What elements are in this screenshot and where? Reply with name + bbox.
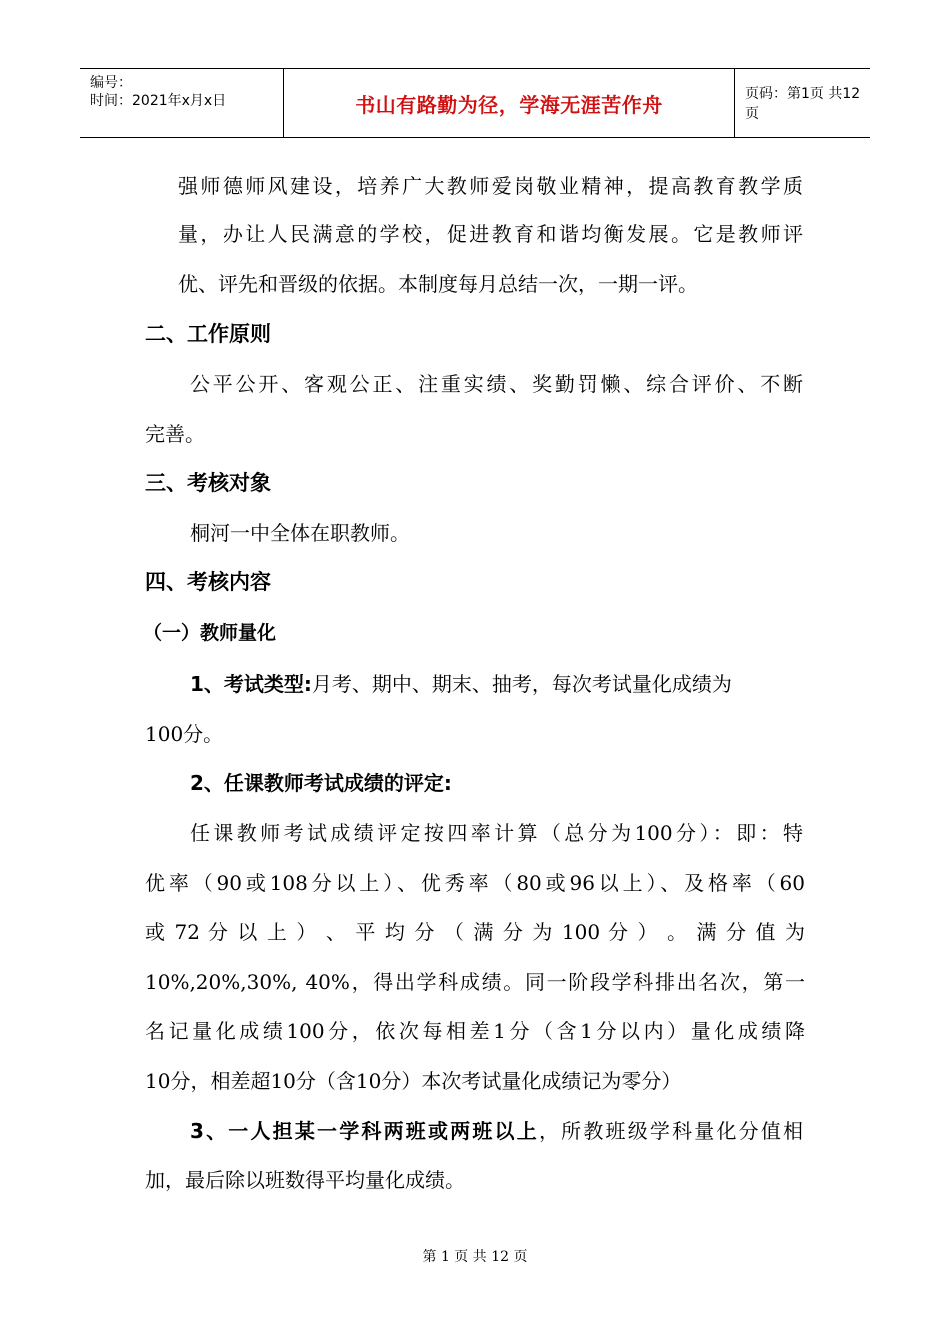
page-header (80, 68, 870, 138)
page-info-text: 页码：第1页 共12页 (745, 86, 861, 122)
paragraph-line: 任课教师考试成绩评定按四率计算（总分为100分）：即：特 (190, 821, 803, 845)
paragraph-line: 优率（90或108分以上）、优秀率（80或96以上）、及格率（60 (145, 871, 805, 895)
section-heading: 二、工作原则 (145, 322, 271, 346)
paragraph-line: 优、评先和晋级的依据。本制度每月总结一次，一期一评。 (178, 272, 698, 296)
paragraph-line: 或 72 分 以 上 ） 、 平 均 分 （ 满 分 为 100 分 ） 。 满 分 值 为 (145, 920, 805, 944)
page-footer: 第 1 页 共 12 页 (422, 1249, 528, 1265)
header-page-info (735, 69, 870, 137)
section-heading: 四、考核内容 (145, 570, 271, 594)
paragraph-line: 强师德师风建设，培养广大教师爱岗敬业精神，提高教育教学质 (178, 174, 803, 198)
motto-text: 书山有路勤为径，学海无涯苦作舟 (355, 92, 663, 117)
paragraph-line: 量，办让人民满意的学校，促进教育和谐均衡发展。它是教师评 (178, 222, 803, 246)
section-heading: 三、考核对象 (145, 471, 271, 495)
subsection-heading: （一）教师量化 (143, 622, 277, 644)
paragraph-line: 公平公开、客观公正、注重实绩、奖勤罚懒、综合评价、不断 (190, 372, 803, 396)
paragraph-line: 10分，相差超10分（含10分）本次考试量化成绩记为零分） (145, 1069, 682, 1093)
paragraph-line: 加，最后除以班数得平均量化成绩。 (145, 1168, 465, 1192)
numbered-item (190, 670, 850, 698)
item-label: 1、考试类型: (190, 672, 312, 696)
number-label: 编号： (90, 75, 132, 91)
paragraph-line: 10%,20%,30%, 40%，得出学科成绩。同一阶段学科排出名次，第一 (145, 970, 805, 994)
paragraph-line: 桐河一中全体在职教师。 (190, 521, 410, 545)
paragraph-line: 100分。 (145, 722, 224, 746)
numbered-item-heading: 2、任课教师考试成绩的评定: (190, 771, 452, 795)
numbered-item (190, 1117, 803, 1145)
item-text: 月考、期中、期末、抽考，每次考试量化成绩为 (311, 672, 732, 696)
item-text: ，所教班级学科量化分值相 (538, 1119, 804, 1143)
header-meta (80, 69, 283, 137)
paragraph-line: 名记量化成绩100分，依次每相差1分（含1分以内）量化成绩降 (145, 1019, 805, 1043)
item-label: 3、一人担某一学科两班或两班以上 (190, 1119, 539, 1143)
time-label: 时间：2021年x月x日 (90, 93, 227, 109)
paragraph-line: 完善。 (145, 422, 205, 446)
header-motto-cell (283, 69, 735, 137)
